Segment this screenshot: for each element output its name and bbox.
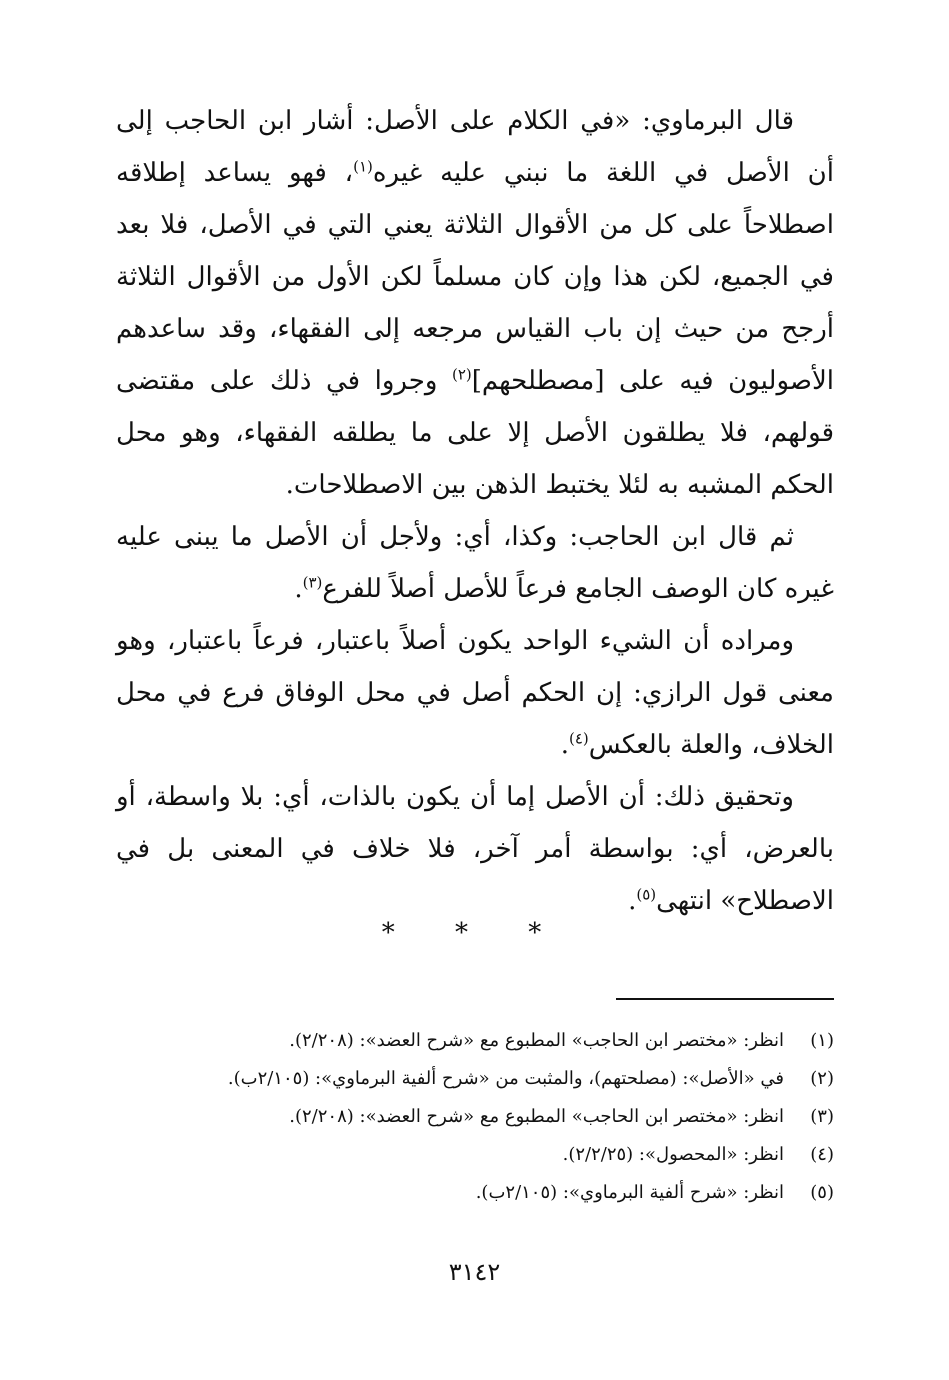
paragraph-4-part-b: .: [628, 886, 637, 916]
footnote-ref-3[interactable]: (٣): [302, 573, 323, 592]
footnote-divider: [616, 998, 834, 1000]
main-text: [116, 95, 834, 927]
footnotes: [116, 1022, 834, 1212]
footnote-ref-5[interactable]: (٥): [636, 885, 657, 904]
paragraph-3-part-b: .: [560, 730, 569, 760]
paragraph-3-part-a: ومراده أن الشيء الواحد يكون أصلاً باعتبار، فرعاً باعتبار، وهو معنى قول الرازي: إن الحكم أصل في محل الوفاق فرع في محل الخلاف، والعلة بالعكس: [116, 626, 834, 760]
footnote-1: [116, 1022, 834, 1060]
footnote-number: (٥): [810, 1182, 834, 1203]
footnote-5: [116, 1174, 834, 1212]
paragraph-2-part-a: ثم قال ابن الحاجب: وكذا، أي: ولأجل أن الأصل ما يبنى عليه غيره كان الوصف الجامع فرعاً للأصل أصلاً للفرع: [116, 522, 834, 604]
footnote-number: (٤): [810, 1144, 834, 1165]
footnote-number: (٢): [810, 1068, 834, 1089]
footnote-text: في «الأصل»: (مصلحتهم)، والمثبت من «شرح ألفية البرماوي»: (٢/١٠٥ب).: [227, 1068, 784, 1089]
footnote-ref-2[interactable]: (٢): [451, 365, 472, 384]
footnote-3: [116, 1098, 834, 1136]
paragraph-1-part-b: ، فهو يساعد إطلاقه اصطلاحاً على كل من الأقوال الثلاثة يعني التي في الأصل، فلا بعد في الجميع، لكن هذا وإن كان مسلماً لكن الأول من الأقوال الثلاثة أرجح من حيث إن باب القياس مرجعه إلى الفقهاء، وقد ساعدهم الأصوليون فيه على [مصطلحهم]: [116, 158, 835, 396]
paragraph-4-part-a: وتحقيق ذلك: أن الأصل إما أن يكون بالذات، أي: بلا واسطة، أو بالعرض، أي: بواسطة أمر آخر، فلا خلاف في المعنى بل في الاصطلاح» انتهى: [116, 782, 834, 916]
footnote-number: (٣): [810, 1106, 834, 1127]
paragraph-1-part-a: قال البرماوي: «في الكلام على الأصل: أشار ابن الحاجب إلى أن الأصل في اللغة ما نبني عليه غيره: [116, 106, 834, 188]
paragraph-3: [116, 615, 834, 771]
footnote-4: [116, 1136, 834, 1174]
footnote-text: انظر: «مختصر ابن الحاجب» المطبوع مع «شرح العضد»: (٢/٢٠٨).: [289, 1030, 784, 1051]
footnote-text: انظر: «مختصر ابن الحاجب» المطبوع مع «شرح العضد»: (٢/٢٠٨).: [289, 1106, 784, 1127]
paragraph-1-part-c: وجروا في ذلك على مقتضى قولهم، فلا يطلقون الأصل إلا على ما يطلقه الفقهاء، وهو محل الحكم المشبه به لئلا يختبط الذهن بين الاصطلاحات.: [116, 366, 834, 500]
paragraph-4: [116, 771, 834, 927]
paragraph-2-part-b: .: [294, 574, 303, 604]
footnote-2: [116, 1060, 834, 1098]
footnote-ref-4[interactable]: (٤): [568, 729, 589, 748]
footnote-text: انظر: «شرح ألفية البرماوي»: (٢/١٠٥ب).: [475, 1182, 784, 1203]
section-separator: * * *: [381, 918, 568, 948]
paragraph-1: [116, 95, 834, 511]
footnote-text: انظر: «المحصول»: (٢/٢/٢٥).: [562, 1144, 784, 1165]
footnote-ref-1[interactable]: (١): [353, 157, 373, 176]
footnote-number: (١): [810, 1030, 834, 1051]
paragraph-2: [116, 511, 834, 615]
page-number: ٣١٤٢: [448, 1258, 501, 1286]
